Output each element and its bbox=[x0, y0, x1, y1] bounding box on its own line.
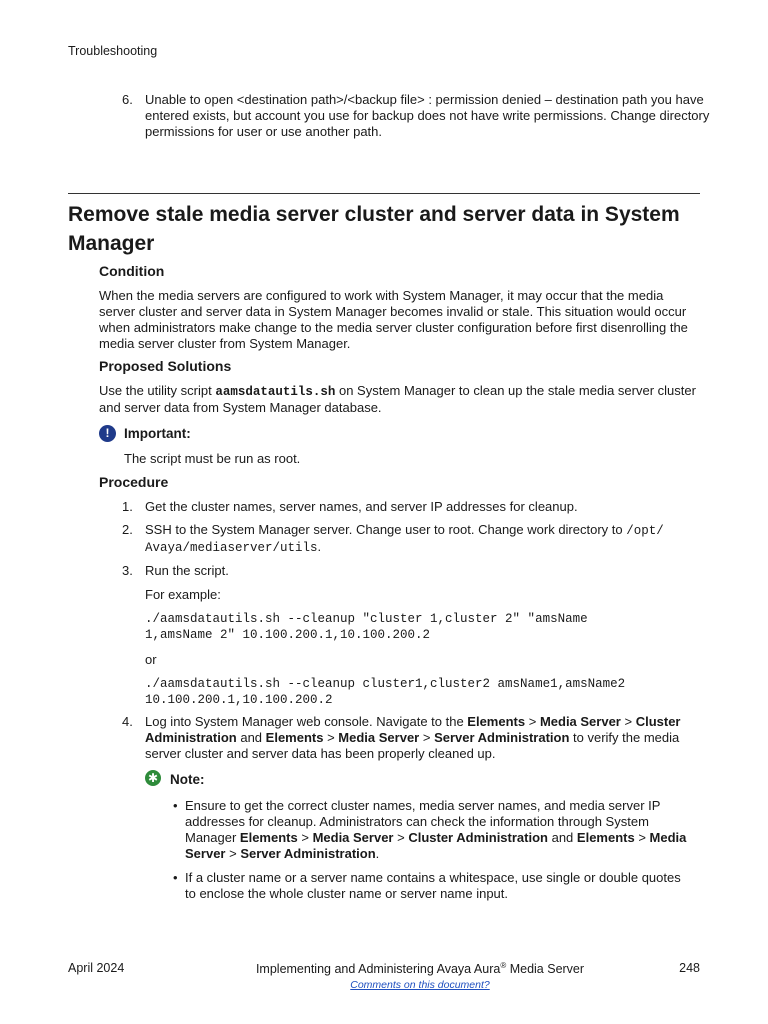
list-number: 6. bbox=[122, 92, 133, 107]
list-item-text: Unable to open <destination path>/<backup file> : permission denied – destination path you have entered exists, but account you use for backup does not have write permissions. Change directory permissions for user or use another path. bbox=[145, 92, 710, 139]
running-header: Troubleshooting bbox=[68, 44, 158, 58]
footer-title: Implementing and Administering Avaya Aura® Media Server bbox=[255, 961, 585, 977]
work-directory-path-cont: Avaya/mediaserver/utils bbox=[145, 541, 318, 555]
note-bullet-1: • Ensure to get the correct cluster names, media server names, and media server IP addresses for cleanup. Administrators can check the information through System Manager Elements > Media Server > Cluster Administration and Elements > Media Server > Server Administration. bbox=[173, 798, 687, 861]
script-name: aamsdatautils.sh bbox=[215, 385, 336, 399]
topic-title: Remove stale media server cluster and server data in System Manager bbox=[68, 203, 680, 255]
or-label: or bbox=[145, 652, 157, 667]
section-divider bbox=[68, 193, 700, 194]
important-label: Important: bbox=[124, 426, 191, 441]
procedure-step-2: 2. SSH to the System Manager server. Change user to root. Change work directory to /opt/ Avaya/mediaserver/utils. bbox=[122, 522, 664, 555]
exclamation-icon: ! bbox=[99, 425, 116, 442]
procedure-step-3: 3. Run the script. bbox=[122, 563, 229, 578]
note-label: Note: bbox=[170, 772, 205, 787]
asterisk-icon: ✱ bbox=[145, 770, 161, 786]
important-text: The script must be run as root. bbox=[124, 451, 301, 466]
condition-text: When the media servers are configured to work with System Manager, it may occur that the media server cluster and server data in System Manager becomes invalid or stale. This situation would occur when administrators make change to the media server cluster configuration before first disenrolling the media server cluster from System Manager. bbox=[99, 288, 688, 351]
page-number: 248 bbox=[679, 961, 700, 975]
for-example-label: For example: bbox=[145, 587, 221, 602]
procedure-heading: Procedure bbox=[99, 474, 169, 490]
procedure-step-1: 1. Get the cluster names, server names, and server IP addresses for cleanup. bbox=[122, 499, 578, 514]
solutions-text: Use the utility script aamsdatautils.sh on System Manager to clean up the stale media server cluster and server data from System Manager database. bbox=[99, 383, 696, 415]
comments-link[interactable]: Comments on this document? bbox=[350, 979, 490, 991]
example-command-2: ./aamsdatautils.sh --cleanup cluster1,cluster2 amsName1,amsName2 10.100.200.1,10.100.200.2 bbox=[145, 677, 626, 707]
footer-date: April 2024 bbox=[68, 961, 125, 975]
work-directory-path: /opt/ bbox=[626, 524, 664, 538]
previous-list-item bbox=[122, 92, 712, 140]
procedure-step-4: 4. Log into System Manager web console. Navigate to the Elements > Media Server > Cluster Administration and Elements > Media Server > Server Administration to verify the media server cluster and server data has been properly cleaned up. bbox=[122, 714, 681, 761]
example-command-1: ./aamsdatautils.sh --cleanup "cluster 1,cluster 2" "amsName 1,amsName 2" 10.100.200.1,10.100.200.2 bbox=[145, 612, 588, 642]
note-bullet-2: • If a cluster name or a server name contains a whitespace, use single or double quotes to enclose the whole cluster name or server name input. bbox=[173, 870, 681, 901]
condition-heading: Condition bbox=[99, 263, 165, 279]
solutions-heading: Proposed Solutions bbox=[99, 358, 232, 374]
